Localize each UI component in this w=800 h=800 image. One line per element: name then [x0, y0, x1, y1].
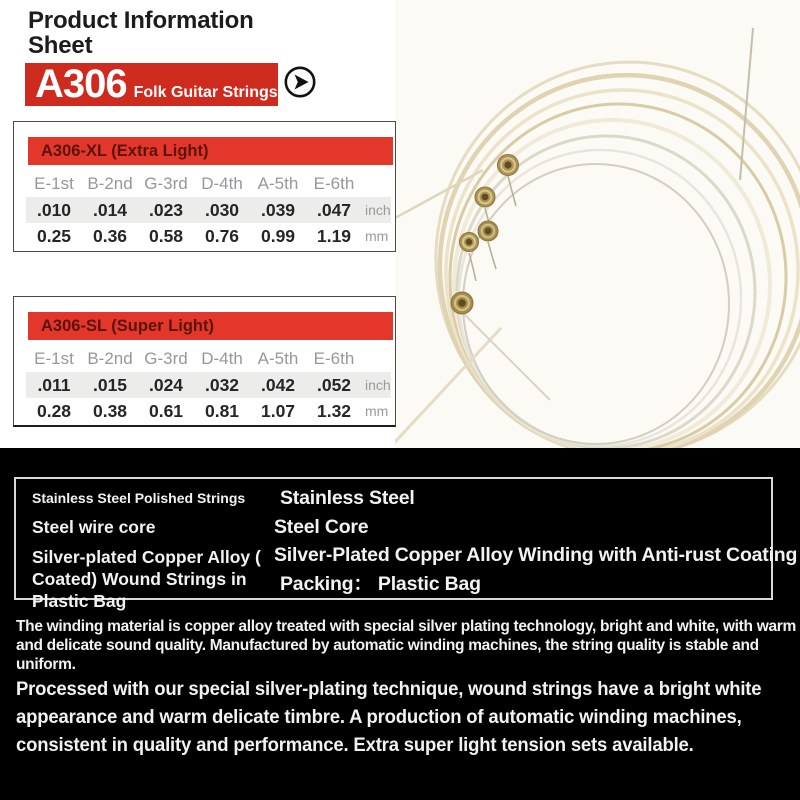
table-row-inch: .010 .014 .023 .030 .039 .047 inch	[26, 197, 391, 223]
table-column-headers: E-1st B-2nd G-3rd D-4th A-5th E-6th	[34, 174, 355, 193]
material-item: Silver-plated Copper Alloy ( Coated) Wound Strings in Plastic Bag	[32, 547, 261, 611]
banner-subtitle: Folk Guitar Strings	[133, 84, 278, 101]
spec-table-super-light	[13, 296, 396, 427]
spec-table-extra-light	[13, 121, 396, 252]
table-header: A306-SL (Super Light)	[28, 312, 393, 340]
product-banner	[25, 63, 278, 106]
table-header: A306-XL (Extra Light)	[28, 137, 393, 165]
description-paragraph-1: The winding material is copper alloy treated with special silver plating technology, bright and white, with warm and delicate sound quality. Manufactured by automatic winding machines, the string quality is stable and uniform.	[16, 618, 797, 673]
play-arrow-icon[interactable]	[283, 65, 317, 99]
materials-box	[14, 477, 798, 611]
strings-photo	[395, 0, 800, 448]
material-item: Steel wire core	[32, 517, 156, 537]
materials-right-column	[274, 484, 798, 598]
material-item: Stainless Steel Polished Strings	[32, 490, 246, 506]
material-item: Steel Core	[274, 515, 369, 538]
material-item: Packing： Plastic Bag	[280, 572, 481, 595]
material-item: Stainless Steel	[280, 487, 415, 509]
table-column-headers: E-1st B-2nd G-3rd D-4th A-5th E-6th	[34, 349, 355, 368]
materials-section	[0, 448, 800, 800]
material-item: Silver-Plated Copper Alloy Winding with Anti-rust Coating	[274, 544, 798, 566]
materials-left-column	[32, 487, 270, 612]
description-paragraph-2: Processed with our special silver-plating technique, wound strings have a bright white appearance and warm delicate timbre. A production of automatic winding machines, consistent in quality and performance. Extra super light tension sets available.	[16, 678, 762, 756]
page-title: Product Information Sheet	[28, 7, 254, 59]
table-row-inch: .011 .015 .024 .032 .042 .052 inch	[26, 372, 391, 398]
model-number: A306	[35, 62, 127, 106]
table-row-mm: 0.25 0.36 0.58 0.76 0.99 1.19 mm	[36, 226, 389, 246]
table-row-mm: 0.28 0.38 0.61 0.81 1.07 1.32 mm	[36, 401, 389, 421]
